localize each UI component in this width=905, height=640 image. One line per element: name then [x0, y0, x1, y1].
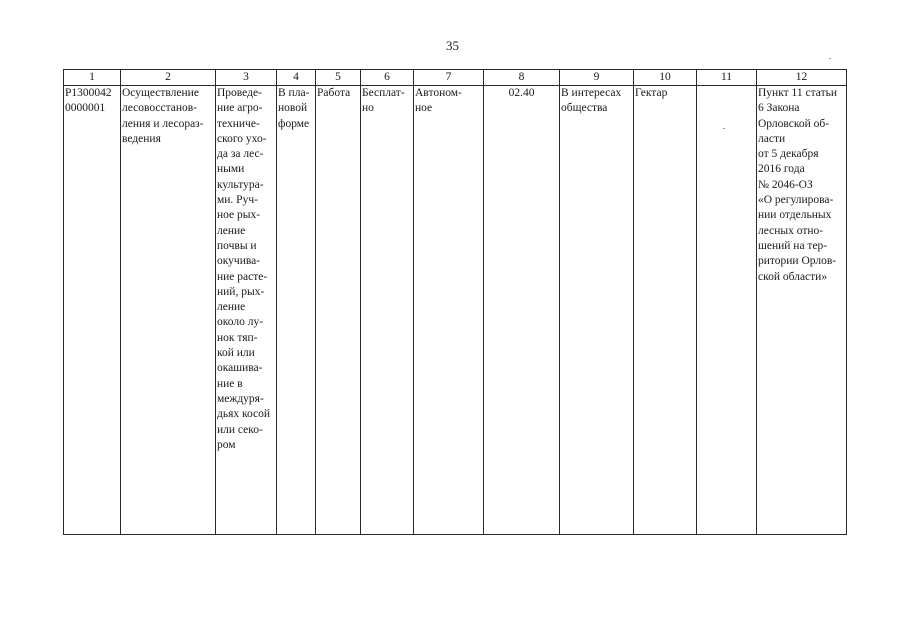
- column-header-4: 4: [277, 70, 316, 86]
- column-header-8: 8: [484, 70, 560, 86]
- column-header-5: 5: [316, 70, 361, 86]
- cell-type: [316, 86, 361, 535]
- cell-consumers: [560, 86, 634, 535]
- type-text: Работа: [317, 87, 351, 99]
- page-number: 35: [446, 38, 459, 53]
- column-header-2: 2: [121, 70, 216, 86]
- table-row: [64, 86, 847, 535]
- cell-institution-type: [414, 86, 484, 535]
- column-header-1: 1: [64, 70, 121, 86]
- services-table: [63, 69, 847, 535]
- payment-text: Бесплат- но: [362, 87, 405, 115]
- work-content-text: Проведе- ние агро- техниче- ского ухо- да за лес- ными культура- ми. Руч- ное рых- ление почвы и окучива- ние расте- ний, рых- ление около лу- нок тяп- кой или окашива- ние в междуря- дьях косой или секо- ром: [217, 87, 271, 451]
- cell-quality-indicator: [697, 86, 757, 535]
- column-header-3: 3: [216, 70, 277, 86]
- cell-work-content: [216, 86, 277, 535]
- cell-registry-number: [64, 86, 121, 535]
- unit-text: Гектар: [635, 87, 668, 99]
- column-header-10: 10: [634, 70, 697, 86]
- column-header-7: 7: [414, 70, 484, 86]
- institution-type-text: Автоном- ное: [415, 87, 462, 115]
- okved-code-text: 02.40: [508, 87, 535, 99]
- registry-number-text: Р1300042 0000001: [65, 87, 112, 115]
- scan-speck: [829, 58, 831, 59]
- header-row: [64, 70, 847, 86]
- cell-payment: [361, 86, 414, 535]
- consumers-text: В интересах общества: [561, 87, 622, 115]
- scan-speck: [723, 128, 725, 129]
- form-text: В пла- новой форме: [278, 87, 310, 130]
- column-header-12: 12: [757, 70, 847, 86]
- legal-basis-text: Пункт 11 статьи 6 Закона Орловской об- ласти от 5 декабря 2016 года № 2046-ОЗ «О регулирова- нии отдельных лесных отно- шений на тер- ритории Орлов- ской области»: [758, 87, 837, 283]
- column-header-6: 6: [361, 70, 414, 86]
- cell-legal-basis: [757, 86, 847, 535]
- cell-form: [277, 86, 316, 535]
- column-header-11: 11: [697, 70, 757, 86]
- column-header-9: 9: [560, 70, 634, 86]
- cell-service-name: [121, 86, 216, 535]
- service-name-text: Осуществление лесовосстанов- ления и лесораз- ведения: [122, 87, 204, 145]
- cell-okved-code: [484, 86, 560, 535]
- cell-unit: [634, 86, 697, 535]
